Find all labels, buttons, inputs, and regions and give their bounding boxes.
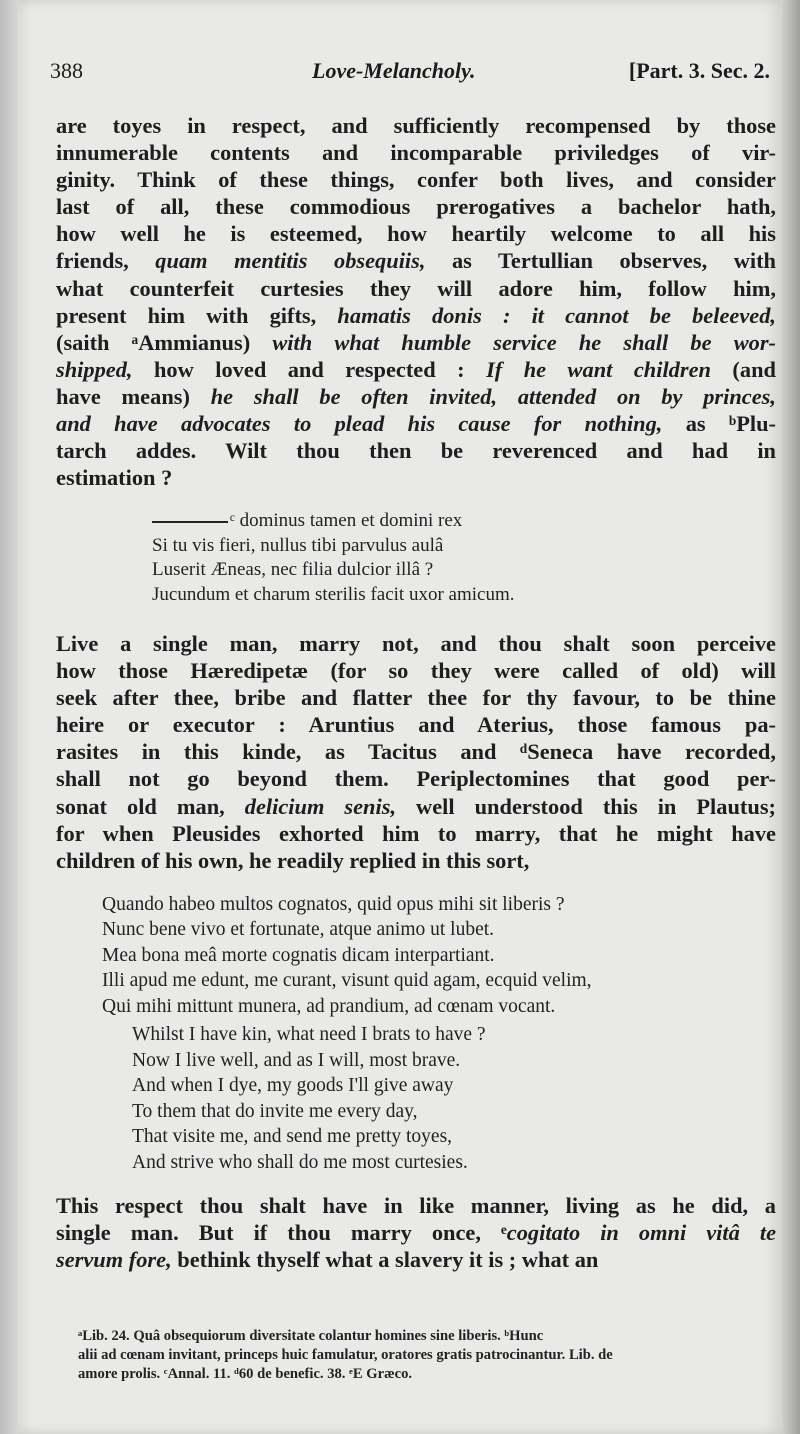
footnotes-line: alii ad cœnam invitant, princeps huic famulatur, oratores gratis patrocinantur. Lib. de [78,1346,613,1363]
paragraph-marriage-slavery [56,1192,776,1273]
book-page [18,0,782,1434]
paragraph1-line: present him with gifts, hamatis donis : it cannot be beleeved, [56,302,776,328]
latin-verse2-line: Nunc bene vivo et fortunate, atque animo ut lubet. [102,919,495,941]
paragraph2-line: children of his own, he readily replied in this sort, [56,847,530,873]
paragraph2-line: rasites in this kinde, as Tacitus and ᵈSeneca have recorded, [56,739,776,765]
page-gutter-shadow [0,0,18,1434]
english-verse-line: Whilst I have kin, what need I brats to have ? [132,1024,486,1045]
running-header [50,58,770,88]
paragraph1-line: last of all, these commodious prerogatives a bachelor hath, [56,194,776,220]
paragraph1-line: ginity. Think of these things, confer both lives, and consider [56,167,776,193]
latin-verse1-line: Si tu vis fieri, nullus tibi parvulus aulâ [152,534,444,556]
page-edge-shadow [782,0,800,1434]
latin-verse1-line: Jucundum et charum sterilis facit uxor amicum. [152,583,515,605]
em-dash-rule [152,521,228,523]
paragraph1-line: innumerable contents and incomparable priviledges of vir- [56,140,776,166]
paragraph2-line: seek after thee, bribe and flatter thee for thy favour, to be thine [56,685,776,711]
paragraph1-line: shipped, how loved and respected : If he want children (and [56,356,776,382]
english-verse-line: Now I live well, and as I will, most brave. [132,1049,461,1071]
paragraph-bachelor-prerogatives [56,112,776,491]
latin-verse2-line: Quando habeo multos cognatos, quid opus mihi sit liberis ? [102,894,565,915]
running-title: Love-Melancholy. [312,58,476,83]
paragraph2-line: how those Hæredipetæ (for so they were called of old) will [56,658,776,684]
paragraph3-line: single man. But if thou marry once, ᵉcogitato in omni vitâ te [56,1220,777,1246]
footnotes [78,1327,782,1383]
paragraph1-line: have means) he shall be often invited, attended on by princes, [56,383,776,409]
latin-verse1-line: ᶜ dominus tamen et domini rex [152,509,672,534]
latin-verse2-line: Illi apud me edunt, me curant, visunt quid agam, ecquid velim, [102,970,592,992]
paragraph1-line: are toyes in respect, and sufficiently recompensed by those [56,113,776,138]
english-verse-line: And when I dye, my goods I'll give away [132,1075,454,1097]
paragraph2-line: Live a single man, marry not, and thou shalt soon perceive [56,631,776,656]
section-reference: [Part. 3. Sec. 2. [628,58,770,83]
paragraph2-line: sonat old man, delicium senis, well understood this in Plautus; [56,793,776,819]
english-verse-line: That visite me, and send me pretty toyes, [132,1126,453,1148]
latin-verse1-line: Luserit Æneas, nec filia dulcior illâ ? [152,559,434,580]
paragraph1-line: and have advocates to plead his cause for nothing, as ᵇPlu- [56,411,777,437]
paragraph1-line: tarch addes. Wilt thou then be reverenced and had in [56,438,776,464]
paragraph3-line: servum fore, bethink thyself what a slavery it is ; what an [56,1247,599,1273]
paragraph1-line: what counterfeit curtesies they will adore him, follow him, [56,275,776,301]
paragraph1-line: friends, quam mentitis obsequiis, as Tertullian observes, with [56,248,776,274]
paragraph1-line: estimation ? [56,465,173,491]
page-number: 388 [50,58,83,83]
english-verse-line: To them that do invite me every day, [132,1100,418,1122]
english-verse-line: And strive who shall do me most curtesies. [132,1151,468,1173]
paragraph1-line: (saith ᵃAmmianus) with what humble service he shall be wor- [56,329,776,355]
latin-verse-plautus [102,892,742,1019]
latin-verse2-line: Qui mihi mittunt munera, ad prandium, ad cœnam vocant. [102,995,556,1017]
footnotes-line: amore prolis. ᶜAnnal. 11. ᵈ60 de benefic. 38. ᵉE Græco. [78,1365,413,1382]
latin-verse2-line: Mea bona meâ morte cognatis dicam interpartiant. [102,944,495,966]
paragraph3-line: This respect thou shalt have in like manner, living as he did, a [56,1193,776,1218]
latin-verse-juvenal [152,509,672,607]
footnotes-line: ᵃLib. 24. Quâ obsequiorum diversitate colantur homines sine liberis. ᵇHunc [78,1328,544,1344]
paragraph1-line: how well he is esteemed, how heartily welcome to all his [56,221,776,247]
english-verse-translation [132,1022,692,1176]
paragraph2-line: heire or executor : Aruntius and Aterius, those famous pa- [56,712,776,738]
paragraph2-line: shall not go beyond them. Periplectomines that good per- [56,766,776,792]
paragraph-haeredipetae [56,630,776,874]
paragraph2-line: for when Pleusides exhorted him to marry, that he might have [56,820,776,846]
